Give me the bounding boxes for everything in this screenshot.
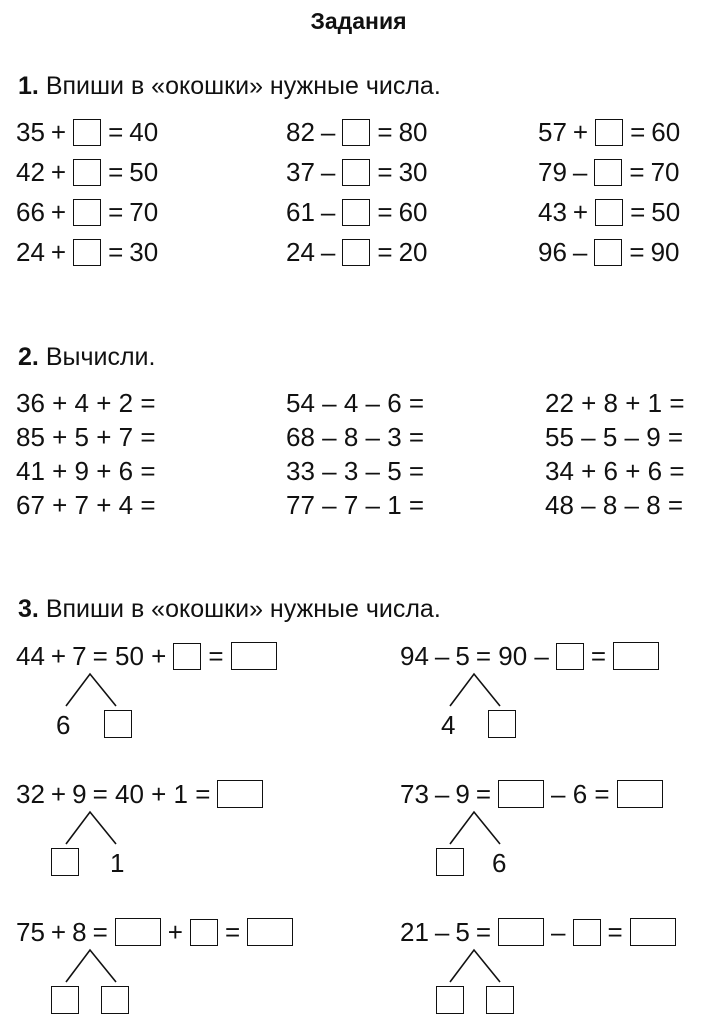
split-number: 5 xyxy=(455,917,470,947)
task1-number: 1. xyxy=(18,72,39,100)
task2-expression: 77 – 7 – 1 = xyxy=(286,490,425,520)
result: 20 xyxy=(398,237,428,267)
operator: – xyxy=(434,641,450,671)
operand: 32 xyxy=(16,779,45,809)
result: 60 xyxy=(651,117,681,147)
operator: + xyxy=(50,779,67,809)
result: 50 xyxy=(651,197,681,227)
task2-expression: 85 + 5 + 7 = xyxy=(16,422,156,452)
task1-equation xyxy=(286,197,428,227)
task2-expression: 67 + 7 + 4 = xyxy=(16,490,156,520)
equals: = xyxy=(108,237,124,267)
task1-equation xyxy=(538,197,680,227)
result-box[interactable] xyxy=(247,918,293,946)
task2-expression: 33 – 3 – 5 = xyxy=(286,456,425,486)
equals: = xyxy=(108,117,124,147)
intermediate-box[interactable] xyxy=(498,780,544,808)
split-part-box[interactable] xyxy=(486,986,514,1014)
task3-problem-4 xyxy=(400,779,664,809)
operator: – xyxy=(551,917,566,947)
answer-box[interactable] xyxy=(73,239,101,266)
split-branch xyxy=(450,812,500,844)
equals: = xyxy=(629,157,645,187)
split-part-box[interactable] xyxy=(488,710,516,738)
answer-box[interactable] xyxy=(342,239,370,266)
result: 30 xyxy=(398,157,428,187)
operator: + xyxy=(50,157,67,187)
task3-number: 3. xyxy=(18,595,39,623)
split-number: 5 xyxy=(455,641,470,671)
task1-equation xyxy=(16,197,158,227)
operand: 24 xyxy=(16,237,45,267)
task1-equation xyxy=(16,157,158,187)
answer-box[interactable] xyxy=(556,643,584,670)
answer-box[interactable] xyxy=(342,119,370,146)
split-part-left: 6 xyxy=(56,710,71,740)
equals: = xyxy=(224,917,241,947)
operand: 57 xyxy=(538,117,567,147)
task3-problem-3 xyxy=(16,779,264,809)
operand: 44 xyxy=(16,641,45,671)
answer-box[interactable] xyxy=(73,159,101,186)
equals: = xyxy=(377,237,393,267)
operator: + xyxy=(50,197,67,227)
equals: = xyxy=(92,917,108,947)
operator: + xyxy=(50,117,67,147)
answer-box[interactable] xyxy=(342,199,370,226)
result: 50 xyxy=(129,157,159,187)
page-title: Задания xyxy=(310,8,407,34)
task3-problem-5 xyxy=(16,917,294,947)
equals: = xyxy=(108,157,124,187)
operator: – xyxy=(572,157,588,187)
task3-problem-6 xyxy=(400,917,677,947)
task2-expression: 41 + 9 + 6 = xyxy=(16,456,156,486)
intermediate: = 50 + xyxy=(92,641,167,671)
task1-equation xyxy=(16,237,158,267)
intermediate-box[interactable] xyxy=(115,918,161,946)
operator: – xyxy=(434,917,450,947)
split-part-box[interactable] xyxy=(436,848,464,876)
operator: + xyxy=(167,917,183,947)
operator: – xyxy=(434,779,450,809)
operand: 42 xyxy=(16,157,45,187)
result-box[interactable] xyxy=(617,780,663,808)
operand: 66 xyxy=(16,197,45,227)
split-number: 8 xyxy=(72,917,87,947)
answer-box[interactable] xyxy=(595,199,623,226)
operand: 79 xyxy=(538,157,567,187)
operand: 24 xyxy=(286,237,315,267)
task1-equation xyxy=(286,117,428,147)
task2-number: 2. xyxy=(18,343,39,371)
task1-equation xyxy=(538,117,680,147)
equals: = xyxy=(630,117,646,147)
operator: + xyxy=(572,117,589,147)
split-part-box[interactable] xyxy=(104,710,132,738)
split-branch xyxy=(66,950,116,982)
result: 70 xyxy=(650,157,680,187)
operator: + xyxy=(572,197,589,227)
split-part-left: 4 xyxy=(441,710,456,740)
task2-expression: 48 – 8 – 8 = xyxy=(545,490,684,520)
answer-box[interactable] xyxy=(573,919,601,946)
task2-expression: 22 + 8 + 1 = xyxy=(545,388,685,418)
intermediate: = 90 – xyxy=(475,641,549,671)
operand: 43 xyxy=(538,197,567,227)
task2-expression: 34 + 6 + 6 = xyxy=(545,456,685,486)
answer-box[interactable] xyxy=(73,199,101,226)
answer-box[interactable] xyxy=(342,159,370,186)
operand: 82 xyxy=(286,117,315,147)
split-branch xyxy=(66,674,116,706)
result-box[interactable] xyxy=(613,642,659,670)
result-box[interactable] xyxy=(217,780,263,808)
task2-expression: 36 + 4 + 2 = xyxy=(16,388,156,418)
task1-text: Впиши в «окошки» нужные числа. xyxy=(45,72,441,100)
task3-heading xyxy=(18,595,441,624)
task1-equation xyxy=(16,117,158,147)
operand: 61 xyxy=(286,197,315,227)
equals: = xyxy=(208,641,224,671)
task3-problem-1 xyxy=(16,641,278,671)
split-number: 7 xyxy=(72,641,87,671)
task3-text: Впиши в «окошки» нужные числа. xyxy=(45,595,441,623)
operand: 94 xyxy=(400,641,429,671)
answer-box[interactable] xyxy=(73,119,101,146)
split-part-box[interactable] xyxy=(51,848,79,876)
split-branch xyxy=(450,950,500,982)
equals: = xyxy=(377,157,393,187)
split-branch xyxy=(66,812,116,844)
split-branch xyxy=(450,674,500,706)
operator: – xyxy=(320,157,336,187)
split-number: 9 xyxy=(455,779,470,809)
result-box[interactable] xyxy=(630,918,676,946)
operator: – xyxy=(320,197,336,227)
operand: 73 xyxy=(400,779,429,809)
split-part-box[interactable] xyxy=(101,986,129,1014)
operand: 21 xyxy=(400,917,429,947)
operator: + xyxy=(50,237,67,267)
intermediate: = 40 + 1 = xyxy=(92,779,211,809)
result-box[interactable] xyxy=(231,642,277,670)
task2-expression: 55 – 5 – 9 = xyxy=(545,422,684,452)
split-part-box[interactable] xyxy=(436,986,464,1014)
equals: = xyxy=(475,779,492,809)
task2-expression: 54 – 4 – 6 = xyxy=(286,388,425,418)
equals: = xyxy=(377,117,393,147)
task1-equation xyxy=(538,157,680,187)
equals: = xyxy=(630,197,646,227)
task2-heading xyxy=(18,343,155,372)
answer-box[interactable] xyxy=(173,643,201,670)
operand: 75 xyxy=(16,917,45,947)
result: 90 xyxy=(650,237,680,267)
result: 40 xyxy=(129,117,159,147)
split-part-right: 6 xyxy=(492,848,507,878)
result: 30 xyxy=(129,237,159,267)
answer-box[interactable] xyxy=(594,159,622,186)
answer-box[interactable] xyxy=(594,239,622,266)
operator: + xyxy=(50,917,67,947)
operator: – xyxy=(320,117,336,147)
task3-problem-2 xyxy=(400,641,660,671)
split-part-box[interactable] xyxy=(51,986,79,1014)
equals: = xyxy=(590,641,607,671)
task1-equation xyxy=(286,237,428,267)
operand: 37 xyxy=(286,157,315,187)
result: 60 xyxy=(398,197,428,227)
equals: = xyxy=(475,917,492,947)
equals: = xyxy=(607,917,623,947)
task1-heading xyxy=(18,72,441,101)
task1-equation xyxy=(538,237,680,267)
operand: 35 xyxy=(16,117,45,147)
split-part-right: 1 xyxy=(110,848,125,878)
intermediate-box[interactable] xyxy=(498,918,544,946)
answer-box[interactable] xyxy=(190,919,218,946)
answer-box[interactable] xyxy=(595,119,623,146)
split-number: 9 xyxy=(72,779,87,809)
operator: + xyxy=(50,641,67,671)
task1-equation xyxy=(286,157,428,187)
operator: – xyxy=(572,237,588,267)
result: 80 xyxy=(398,117,428,147)
result: 70 xyxy=(129,197,159,227)
operator: – xyxy=(320,237,336,267)
operand: 96 xyxy=(538,237,567,267)
equals: = xyxy=(108,197,124,227)
intermediate: – 6 = xyxy=(551,779,610,809)
equals: = xyxy=(629,237,645,267)
task2-expression: 68 – 8 – 3 = xyxy=(286,422,425,452)
task2-text: Вычисли. xyxy=(45,343,156,371)
equals: = xyxy=(377,197,393,227)
